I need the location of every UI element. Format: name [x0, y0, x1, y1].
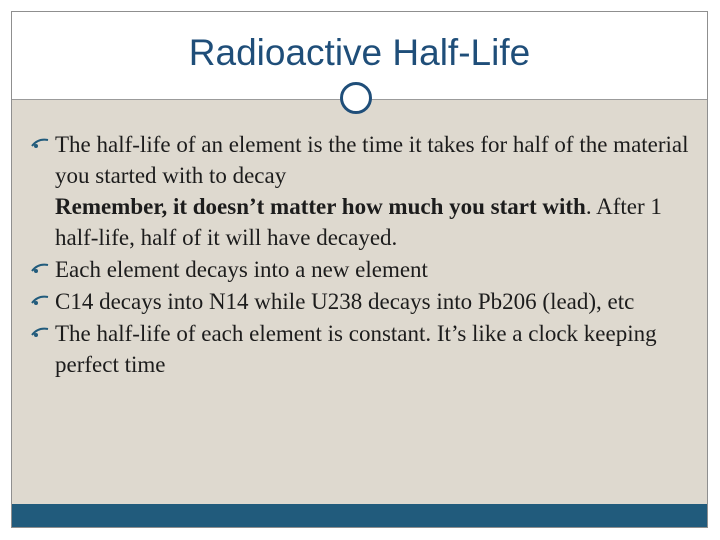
slide-title: Radioactive Half-Life	[188, 32, 531, 73]
bullet-marker-icon	[31, 129, 55, 160]
bullet-marker-icon	[31, 318, 55, 349]
bullet-list	[31, 129, 696, 381]
bullet-item	[31, 254, 696, 285]
bullet-bold-text: Remember, it doesn’t matter how much you start with	[55, 194, 586, 219]
bullet-item	[31, 286, 696, 317]
bullet-text: The half-life of each element is constant. It’s like a clock keeping perfect time	[55, 321, 657, 377]
bullet-item	[31, 129, 696, 253]
bottom-accent-bar	[12, 504, 707, 527]
bullet-marker-icon	[31, 286, 55, 317]
bullet-tail-text: . After 1 half-life, half of it will have decayed.	[55, 194, 662, 250]
bullet-text: Each element decays into a new element	[55, 257, 428, 282]
bullet-text: The half-life of an element is the time it takes for half of the material you started with to decay	[55, 132, 689, 188]
bullet-item	[31, 318, 696, 380]
bullet-marker-icon	[31, 254, 55, 285]
bullet-text: C14 decays into N14 while U238 decays into Pb206 (lead), etc	[55, 289, 635, 314]
slide	[11, 11, 708, 528]
circle-ring-icon	[340, 82, 372, 114]
